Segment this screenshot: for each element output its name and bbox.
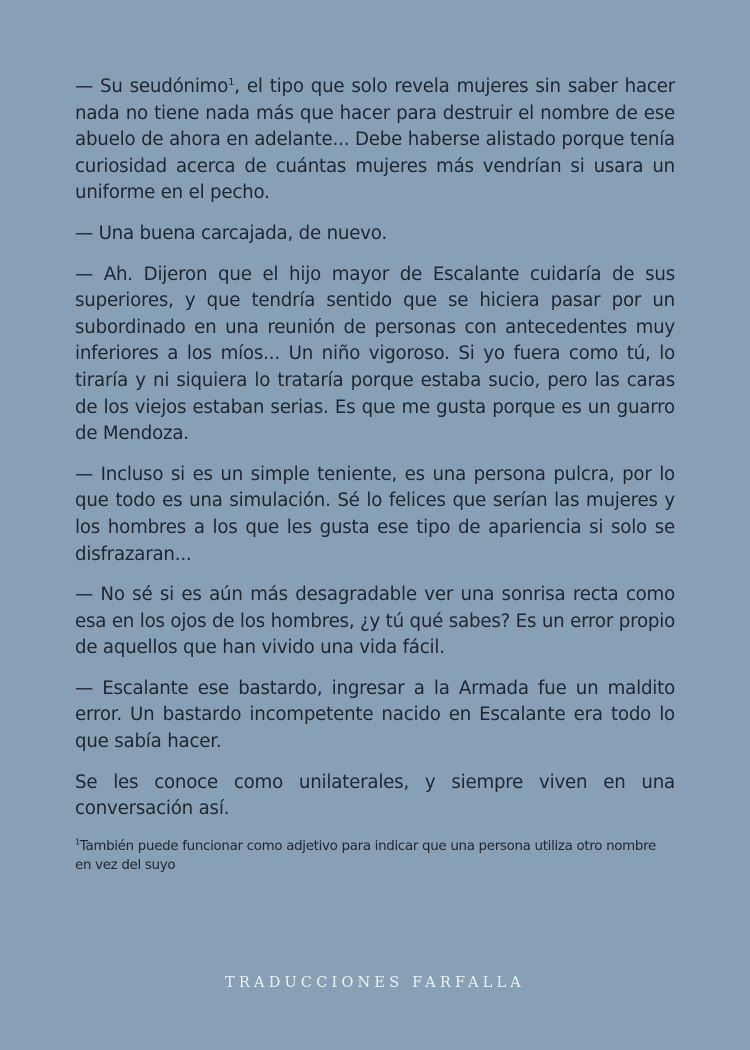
paragraph-1-text-b: , el tipo que solo revela mujeres sin saber hacer nada no tiene nada más que hacer para destruir el nombre de ese abuelo de ahora en adelante... Debe haberse alistado porque tenía curiosidad acerca de cuántas mujeres más vendrían si usara un uniforme en el pecho. xyxy=(75,76,675,204)
paragraph-7: Se les conoce como unilaterales, y siempre viven en una conversación así. xyxy=(75,771,675,820)
paragraph-3: — Ah. Dijeron que el hijo mayor de Escalante cuidaría de sus superiores, y que tendría sentido que se hiciera pasar por un subordinado en una reunión de personas con antecedentes muy inferiores a los míos... Un niño vigoroso. Si yo fuera como tú, lo tiraría y ni siquiera lo trataría porque estaba sucio, pero las caras de los viejos estaban serias. Es que me gusta porque es un guarro de Mendoza. xyxy=(75,263,675,445)
paragraph-5: — No sé si es aún más desagradable ver una sonrisa recta como esa en los ojos de los hombres, ¿y tú qué sabes? Es un error propio de aquellos que han vivido una vida fácil. xyxy=(75,584,675,659)
publisher-footer: TRADUCCIONES FARFALLA xyxy=(225,975,525,991)
paragraph-1-text-a: — Su seudónimo xyxy=(75,76,229,97)
paragraph-6: — Escalante ese bastardo, ingresar a la Armada fue un maldito error. Un bastardo incompetente nacido en Escalante era todo lo que sabía hacer. xyxy=(75,677,675,753)
paragraph-1 xyxy=(75,74,675,207)
footnote-reference[interactable]: 1 xyxy=(228,76,235,88)
paragraph-4: — Incluso si es un simple teniente, es una persona pulcra, por lo que todo es una simulación. Sé lo felices que serían las mujeres y los hombres a los que les gusta ese tipo de apariencia si solo se disfrazaran... xyxy=(75,463,675,565)
page-body xyxy=(75,74,675,875)
footnote-text: También puede funcionar como adjetivo para indicar que una persona utiliza otro nombre en vez del suyo xyxy=(75,838,656,873)
paragraph-2: — Una buena carcajada, de nuevo. xyxy=(75,222,387,244)
footnote xyxy=(75,837,675,875)
footnote-number: 1 xyxy=(75,837,80,847)
